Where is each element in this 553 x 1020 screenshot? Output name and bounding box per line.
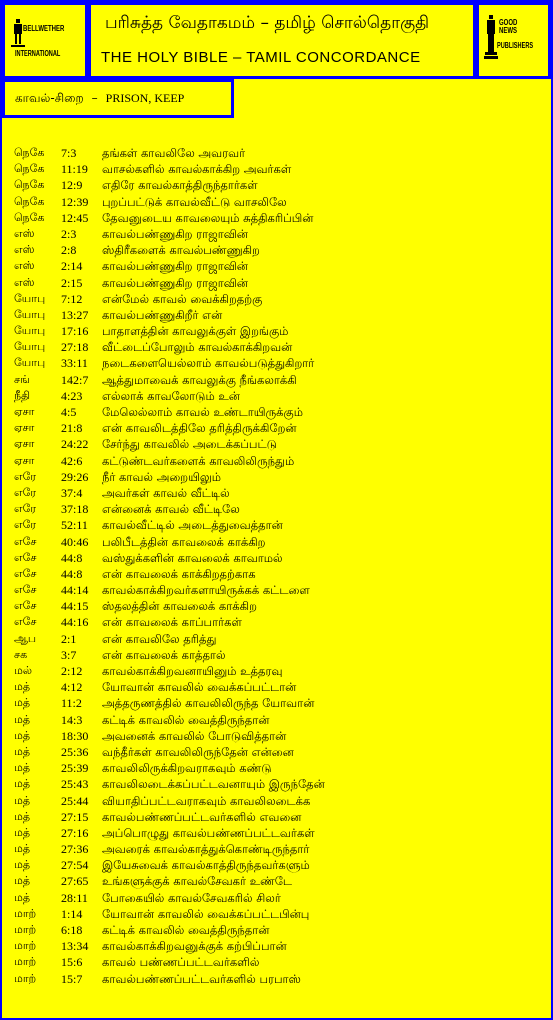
- verse-reference: 44:14: [61, 583, 89, 598]
- verse-reference: 27:65: [61, 874, 89, 889]
- verse-book: யோபு: [14, 340, 46, 354]
- verse-text: அவர்கள் காவல் வீட்டில்: [102, 485, 230, 500]
- verse-book: ஆப: [14, 631, 37, 645]
- verse-row: [14, 873, 544, 889]
- verse-text: காவல்காக்கிறவனுக்குக் கற்பிப்பான்: [102, 939, 287, 954]
- verse-reference: 17:16: [61, 324, 89, 339]
- title-english: THE HOLY BIBLE – TAMIL CONCORDANCE: [101, 49, 421, 66]
- verse-reference: 37:18: [61, 502, 89, 517]
- verse-book: மத்: [14, 809, 31, 823]
- verse-book: மத்: [14, 858, 31, 872]
- verse-reference: 2:15: [61, 275, 83, 290]
- verse-book: மத்: [14, 744, 31, 758]
- verse-book: எரே: [14, 485, 37, 499]
- subject-english: PRISON, KEEP: [105, 91, 185, 105]
- verse-text: வாசல்களில் காவல்காக்கிற அவர்கள்: [102, 162, 292, 177]
- verse-row: [14, 857, 544, 873]
- verse-row: [14, 679, 544, 695]
- verse-row: [14, 728, 544, 744]
- verse-row: [14, 582, 544, 598]
- verse-row: [14, 485, 544, 501]
- verse-text: ஸ்தலத்தின் காவலைக் காக்கிற: [102, 599, 257, 614]
- verse-row: [14, 841, 544, 857]
- verse-reference: 12:45: [61, 210, 89, 225]
- verse-book: எசே: [14, 599, 37, 613]
- verse-row: [14, 145, 544, 161]
- verse-reference: 15:7: [61, 971, 83, 986]
- verse-row: [14, 598, 544, 614]
- verse-reference: 44:8: [61, 550, 83, 565]
- verse-text: உங்களுக்குக் காவல்சேவகர் உண்டே: [102, 874, 293, 889]
- verse-text: அவனைக் காவலில் போடுவித்தான்: [102, 728, 287, 743]
- verse-row: [14, 226, 544, 242]
- verse-book: எஸ்: [14, 226, 35, 240]
- verse-list: [14, 145, 544, 987]
- verse-text: அவரைக் காவல்காத்துக்கொண்டிருந்தார்: [102, 842, 310, 857]
- verse-row: [14, 177, 544, 193]
- verse-reference: 7:12: [61, 291, 83, 306]
- verse-book: நெகே: [14, 146, 45, 159]
- verse-book: மாற்: [14, 971, 37, 985]
- verse-reference: 7:3: [61, 146, 77, 160]
- verse-text: காவல்பண்ணுகிறீர் என்: [102, 307, 223, 322]
- verse-reference: 14:3: [61, 712, 83, 727]
- verse-row: [14, 566, 544, 582]
- verse-text: வீட்டைப்போலும் காவல்காக்கிறவன்: [102, 340, 293, 355]
- verse-reference: 25:43: [61, 777, 89, 792]
- verse-reference: 44:15: [61, 599, 89, 614]
- verse-text: ஆத்துமாவைக் காவலுக்கு நீங்கலாக்கி: [102, 372, 297, 387]
- verse-book: மத்: [14, 874, 31, 888]
- verse-book: யோபு: [14, 356, 46, 370]
- verse-text: தேவனுடைய காவலையும் சுத்திகரிப்பின்: [102, 210, 314, 225]
- verse-book: மத்: [14, 728, 31, 742]
- verse-row: [14, 793, 544, 809]
- verse-book: நெகே: [14, 178, 45, 192]
- verse-text: வியாதிப்பட்டவராகவும் காவலிலடைக்க: [102, 793, 311, 808]
- verse-text: காவல்பண்ணுகிற ராஜாவின்: [102, 226, 248, 241]
- verse-reference: 4:5: [61, 405, 77, 419]
- verse-text: ஸ்திரீகளைக் காவல்பண்ணுகிற: [102, 243, 260, 258]
- verse-row: [14, 307, 544, 323]
- verse-row: [14, 550, 544, 566]
- verse-text: கட்டிக் காவலில் வைத்திருந்தான்: [102, 712, 270, 727]
- verse-row: [14, 614, 544, 630]
- verse-book: எசே: [14, 566, 37, 580]
- verse-reference: 2:3: [61, 226, 77, 241]
- logo-right-line1: GOOD NEWS: [499, 18, 518, 35]
- verse-text: காவல்காக்கிறவனாயினும் உத்தரவு: [102, 664, 283, 678]
- verse-row: [14, 291, 544, 307]
- verse-book: எசே: [14, 615, 37, 629]
- verse-row: [14, 517, 544, 533]
- verse-reference: 2:14: [61, 259, 83, 274]
- verse-row: [14, 194, 544, 210]
- verse-book: மாற்: [14, 906, 37, 920]
- verse-row: [14, 372, 544, 388]
- verse-text: புறப்பட்டுக் காவல்வீட்டு வாசலிலே: [102, 194, 287, 209]
- verse-text: வந்தீர்கள் காவலிலிருந்தேன் என்னை: [102, 744, 294, 759]
- verse-book: எசே: [14, 583, 37, 597]
- verse-text: காவல்பண்ணுகிற ராஜாவின்: [102, 275, 248, 290]
- verse-book: யோபு: [14, 291, 46, 305]
- verse-text: என் காவலைக் காத்தால்: [102, 647, 226, 662]
- verse-reference: 142:7: [61, 372, 89, 387]
- verse-row: [14, 954, 544, 970]
- angel-figure-icon: [484, 15, 498, 59]
- logo-right-line2: PUBLISHERS: [497, 41, 534, 50]
- verse-text: என் காவலைக் காக்கிறதற்காக: [102, 566, 256, 581]
- verse-book: மாற்: [14, 923, 37, 936]
- verse-book: மாற்: [14, 955, 37, 969]
- verse-book: மத்: [14, 890, 31, 904]
- verse-reference: 3:7: [61, 647, 77, 662]
- verse-reference: 6:18: [61, 923, 83, 937]
- verse-row: [14, 161, 544, 177]
- verse-book: ஏசா: [14, 437, 35, 451]
- verse-reference: 4:12: [61, 680, 83, 695]
- verse-book: சக: [14, 647, 28, 661]
- verse-book: எரே: [14, 518, 37, 532]
- verse-reference: 11:2: [61, 696, 82, 711]
- verse-reference: 12:9: [61, 178, 83, 193]
- verse-row: [14, 809, 544, 825]
- verse-text: என் காவலைக் காப்பார்கள்: [102, 615, 242, 630]
- verse-text: காவலிலிருக்கிறவராகவும் கண்டு: [102, 761, 272, 776]
- verse-book: மத்: [14, 712, 31, 726]
- verse-text: என் காவலிலே தரித்து: [102, 631, 217, 646]
- verse-book: சங்: [14, 372, 30, 386]
- verse-book: எஸ்: [14, 243, 35, 257]
- verse-reference: 27:16: [61, 825, 89, 840]
- verse-text: கட்டுண்டவர்களைக் காவலிலிருந்தும்: [102, 453, 295, 468]
- verse-reference: 27:54: [61, 858, 89, 873]
- verse-text: அத்தருணத்தில் காவலிலிருந்த யோவான்: [102, 696, 315, 711]
- verse-row: [14, 242, 544, 258]
- verse-row: [14, 453, 544, 469]
- verse-text: காவல்பண்ணப்பட்டவர்களில் பரபாஸ்: [102, 971, 301, 986]
- logo-left-line2: INTERNATIONAL: [15, 49, 61, 58]
- verse-row: [14, 890, 544, 906]
- subject-heading: [2, 79, 234, 118]
- verse-reference: 40:46: [61, 534, 89, 549]
- verse-row: [14, 323, 544, 339]
- verse-book: மத்: [14, 761, 31, 775]
- title-banner: [88, 2, 476, 79]
- verse-text: எல்லாக் காவலோடும் உன்: [102, 388, 240, 403]
- verse-reference: 28:11: [61, 890, 88, 905]
- verse-reference: 12:39: [61, 194, 89, 209]
- verse-text: இயேசுவைக் காவல்காத்திருந்தவர்களும்: [102, 858, 310, 873]
- verse-reference: 21:8: [61, 421, 83, 436]
- verse-text: காவல்காக்கிறவர்களாயிருக்கக் கட்டளை: [102, 583, 310, 598]
- verse-row: [14, 436, 544, 452]
- verse-reference: 2:1: [61, 631, 77, 646]
- verse-book: எஸ்: [14, 259, 35, 273]
- verse-book: மாற்: [14, 939, 37, 953]
- verse-book: எசே: [14, 534, 37, 548]
- verse-text: சேர்ந்து காவலில் அடைக்கப்பட்டு: [102, 437, 277, 452]
- verse-reference: 29:26: [61, 469, 89, 484]
- verse-text: தங்கள் காவலிலே அவரவர்: [102, 146, 246, 160]
- title-tamil: பரிசுத்த வேதாகமம் – தமிழ் சொல்தொகுதி: [105, 13, 430, 33]
- verse-row: [14, 534, 544, 550]
- verse-text: கட்டிக் காவலில் வைத்திருந்தான்: [102, 923, 270, 937]
- verse-book: நெகே: [14, 210, 45, 224]
- verse-reference: 15:6: [61, 955, 83, 970]
- verse-book: எரே: [14, 502, 37, 516]
- bellwether-logo: [2, 2, 88, 79]
- verse-book: ஏசா: [14, 421, 35, 435]
- verse-text: அப்பொழுது காவல்பண்ணப்பட்டவர்கள்: [102, 825, 315, 840]
- verse-row: [14, 469, 544, 485]
- verse-reference: 27:18: [61, 340, 89, 355]
- verse-book: நெகே: [14, 162, 45, 176]
- verse-row: [14, 210, 544, 226]
- verse-reference: 11:19: [61, 162, 88, 177]
- verse-book: எஸ்: [14, 275, 35, 289]
- verse-text: நீர் காவல் அறையிலும்: [102, 469, 221, 484]
- verse-row: [14, 404, 544, 420]
- verse-row: [14, 938, 544, 954]
- verse-reference: 25:44: [61, 793, 89, 808]
- verse-reference: 4:23: [61, 388, 83, 403]
- verse-book: மத்: [14, 842, 31, 856]
- verse-row: [14, 712, 544, 728]
- verse-book: மல்: [14, 664, 32, 677]
- verse-reference: 18:30: [61, 728, 89, 743]
- verse-row: [14, 258, 544, 274]
- verse-row: [14, 971, 544, 987]
- verse-text: காவல்பண்ணப்பட்டவர்களில் எவனை: [102, 809, 302, 824]
- verse-reference: 13:34: [61, 939, 89, 954]
- verse-row: [14, 275, 544, 291]
- verse-reference: 1:14: [61, 906, 83, 921]
- verse-reference: 44:16: [61, 615, 89, 630]
- verse-row: [14, 695, 544, 711]
- verse-reference: 13:27: [61, 307, 89, 322]
- verse-book: ஏசா: [14, 405, 35, 418]
- verse-text: யோவான் காவலில் வைக்கப்பட்டான்: [102, 680, 297, 695]
- verse-reference: 33:11: [61, 356, 88, 371]
- verse-row: [14, 388, 544, 404]
- subject-tamil: காவல்-சிறை: [15, 91, 84, 105]
- verse-text: போகையில் காவல்சேவகரில் சிலர்: [102, 890, 281, 905]
- verse-row: [14, 744, 544, 760]
- verse-row: [14, 906, 544, 922]
- verse-text: எதிரே காவல்காத்திருந்தார்கள்: [102, 178, 258, 193]
- logo-left-line1: BELLWETHER: [23, 24, 65, 33]
- verse-text: பாதாளத்தின் காவலுக்குள் இறங்கும்: [102, 324, 289, 339]
- verse-book: எசே: [14, 550, 37, 564]
- verse-row: [14, 355, 544, 371]
- verse-text: பலிபீடத்தின் காவலைக் காக்கிற: [102, 534, 266, 549]
- verse-book: மத்: [14, 777, 31, 791]
- verse-row: [14, 663, 544, 679]
- verse-reference: 42:6: [61, 453, 83, 468]
- verse-row: [14, 339, 544, 355]
- verse-text: யோவான் காவலில் வைக்கப்பட்டபின்பு: [102, 906, 310, 921]
- verse-book: யோபு: [14, 324, 46, 338]
- verse-text: காவலிலடைக்கப்பட்டவனாயும் இருந்தேன்: [102, 777, 325, 792]
- verse-reference: 25:36: [61, 744, 89, 759]
- verse-text: என் காவலிடத்திலே தரித்திருக்கிறேன்: [102, 421, 297, 436]
- verse-text: நடைகளையெல்லாம் காவல்படுத்துகிறார்: [102, 356, 315, 371]
- verse-book: எரே: [14, 469, 37, 483]
- verse-book: ஏசா: [14, 453, 35, 467]
- verse-reference: 27:15: [61, 809, 89, 824]
- good-news-logo: [476, 2, 551, 79]
- verse-reference: 25:39: [61, 761, 89, 776]
- verse-text: காவல் பண்ணப்பட்டவர்களில்: [102, 955, 260, 970]
- verse-row: [14, 760, 544, 776]
- verse-reference: 52:11: [61, 518, 88, 533]
- verse-book: மத்: [14, 680, 31, 694]
- verse-row: [14, 501, 544, 517]
- verse-book: யோபு: [14, 307, 46, 321]
- verse-reference: 24:22: [61, 437, 89, 452]
- verse-reference: 44:8: [61, 566, 83, 581]
- verse-row: [14, 647, 544, 663]
- verse-reference: 27:36: [61, 842, 89, 857]
- verse-book: நெகே: [14, 194, 45, 208]
- verse-book: நீதி: [14, 388, 31, 402]
- verse-book: மத்: [14, 793, 31, 807]
- subject-separator: –: [91, 91, 98, 105]
- verse-text: என்மேல் காவல் வைக்கிறதற்கு: [102, 291, 263, 306]
- verse-text: வஸ்துக்களின் காவலைக் காவாமல்: [102, 550, 283, 565]
- verse-row: [14, 922, 544, 938]
- verse-row: [14, 825, 544, 841]
- verse-text: மேலெல்லாம் காவல் உண்டாயிருக்கும்: [102, 405, 303, 419]
- verse-reference: 2:12: [61, 664, 83, 678]
- verse-reference: 2:8: [61, 243, 77, 258]
- verse-book: மத்: [14, 825, 31, 839]
- verse-book: மத்: [14, 696, 31, 710]
- verse-reference: 37:4: [61, 485, 83, 500]
- verse-row: [14, 776, 544, 792]
- verse-text: காவல்வீட்டில் அடைத்துவைத்தான்: [102, 518, 283, 533]
- verse-text: என்னைக் காவல் வீட்டிலே: [102, 502, 240, 517]
- verse-text: காவல்பண்ணுகிற ராஜாவின்: [102, 259, 248, 274]
- verse-row: [14, 631, 544, 647]
- verse-row: [14, 420, 544, 436]
